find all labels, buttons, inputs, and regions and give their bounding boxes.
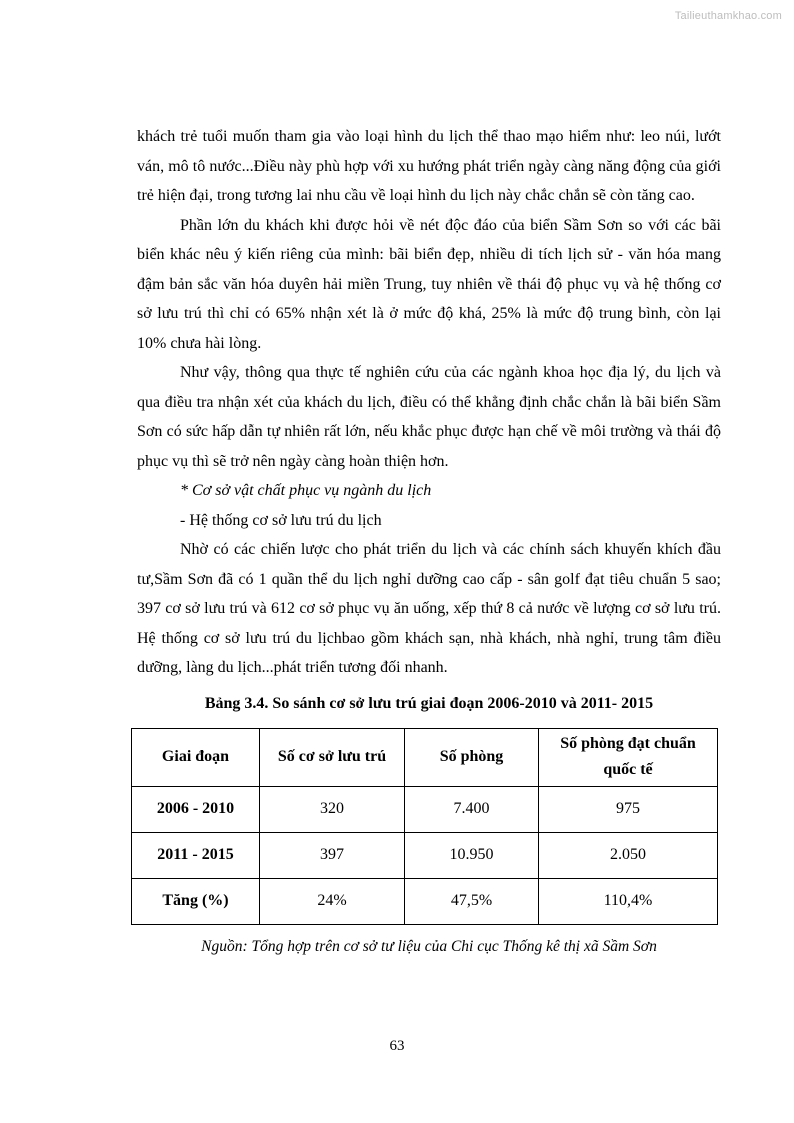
table-header-cell: Số phòng bbox=[405, 728, 539, 786]
table-title: Bảng 3.4. So sánh cơ sở lưu trú giai đoạn 2006-2010 và 2011- 2015 bbox=[204, 694, 654, 712]
table-cell: 975 bbox=[539, 786, 718, 832]
table-cell: 47,5% bbox=[405, 878, 539, 924]
table-row bbox=[132, 786, 718, 832]
page-number: 63 bbox=[389, 1038, 405, 1054]
table-header-cell: Số phòng đạt chuẩn quốc tế bbox=[539, 728, 718, 786]
watermark: Tailieuthamkhao.com bbox=[674, 10, 782, 22]
table-cell: 320 bbox=[260, 786, 405, 832]
comparison-table bbox=[131, 728, 718, 925]
table-source: Nguồn: Tổng hợp trên cơ sở tư liệu của Chi cục Thống kê thị xã Sầm Sơn bbox=[201, 937, 657, 955]
table-cell-row-label: 2006 - 2010 bbox=[132, 786, 260, 832]
table-header-cell: Số cơ sở lưu trú bbox=[260, 728, 405, 786]
list-dash-item: - Hệ thống cơ sở lưu trú du lịch bbox=[180, 511, 382, 529]
table-row bbox=[132, 832, 718, 878]
paragraph: Như vậy, thông qua thực tế nghiên cứu của các ngành khoa học địa lý, du lịch và qua điều tra nhận xét của khách du lịch, điều có thể khẳng định chắc chắn là bãi biển Sầm Sơn có sức hấp dẫn tự nhiên rất lớn, nếu khắc phục được hạn chế về môi trường và thái độ phục vụ thì sẽ trở nên ngày càng hoàn thiện hơn. bbox=[137, 364, 721, 470]
table-cell: 110,4% bbox=[539, 878, 718, 924]
table-header-cell: Giai đoạn bbox=[132, 728, 260, 786]
table-row bbox=[132, 878, 718, 924]
paragraph-continuation: khách trẻ tuổi muốn tham gia vào loại hình du lịch thể thao mạo hiểm như: leo núi, lướt ván, mô tô nước...Điều này phù hợp với xu hướng phát triển ngày càng năng động của giới trẻ hiện đại, trong tương lai nhu cầu về loại hình du lịch này chắc chắn sẽ còn tăng cao. bbox=[137, 128, 721, 204]
table-cell: 397 bbox=[260, 832, 405, 878]
table-cell-row-label: 2011 - 2015 bbox=[132, 832, 260, 878]
table-cell: 10.950 bbox=[405, 832, 539, 878]
section-heading-italic: * Cơ sở vật chất phục vụ ngành du lịch bbox=[180, 482, 432, 499]
table-cell: 2.050 bbox=[539, 832, 718, 878]
page-content bbox=[137, 122, 721, 959]
table-cell-row-label: Tăng (%) bbox=[132, 878, 260, 924]
table-cell: 24% bbox=[260, 878, 405, 924]
table-cell: 7.400 bbox=[405, 786, 539, 832]
paragraph: Nhờ có các chiến lược cho phát triển du lịch và các chính sách khuyến khích đầu tư,Sầm Sơn đã có 1 quần thể du lịch nghỉ dưỡng cao cấp - sân golf đạt tiêu chuẩn 5 sao; 397 cơ sở lưu trú và 612 cơ sở phục vụ ăn uống, xếp thứ 8 cả nước về lượng cơ sở lưu trú. Hệ thống cơ sở lưu trú du lịchbao gồm khách sạn, nhà khách, nhà nghỉ, trung tâm điều dưỡng, làng du lịch...phát triển tương đối nhanh. bbox=[137, 541, 721, 676]
paragraph: Phần lớn du khách khi được hỏi về nét độc đáo của biển Sầm Sơn so với các bãi biển khác nêu ý kiến riêng của mình: bãi biển đẹp, nhiều di tích lịch sử - văn hóa mang đậm bản sắc văn hóa duyên hải miền Trung, tuy nhiên về thái độ phục vụ và hệ thống cơ sở lưu trú thì chỉ có 65% nhận xét là ở mức độ khá, 25% là mức độ trung bình, còn lại 10% chưa hài lòng. bbox=[137, 216, 721, 352]
table-header-row bbox=[132, 728, 718, 786]
